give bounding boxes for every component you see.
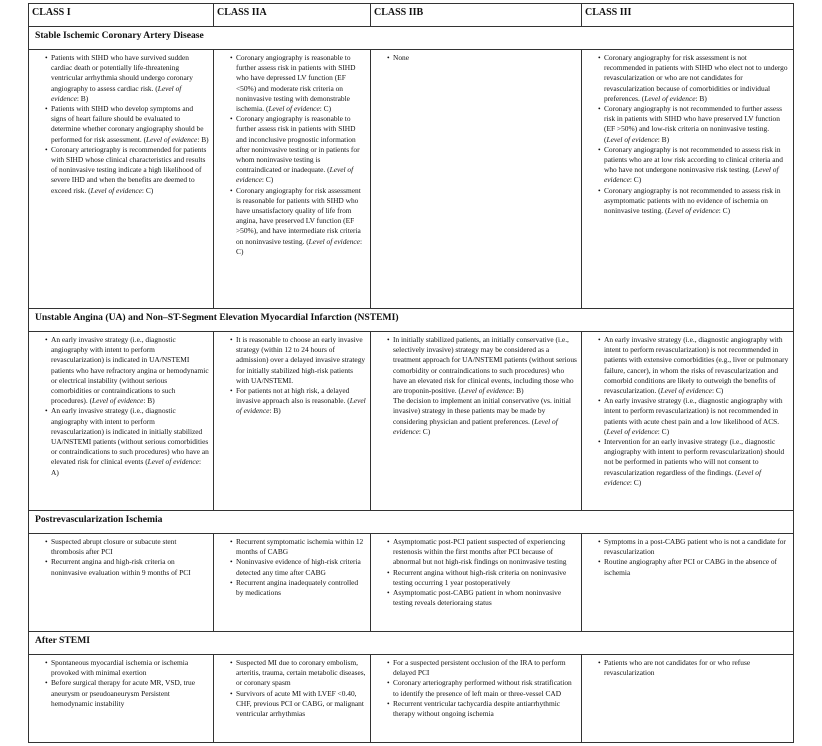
recommendation-text: Coronary angiography is reasonable to further assess risk in patients with SIHD who have depressed LV function (EF <50%) and moderate risk criteria on noninvasive testing with demonstrable ischemia. <box>236 53 356 114</box>
evidence-label: Level of evidence <box>606 134 658 144</box>
list-item <box>393 537 577 568</box>
recommendation-text: Suspected abrupt closure or subacute stent thrombosis after PCI <box>51 537 177 557</box>
list-item: • Coronary angiography for risk assessment is reasonable for patients with SIHD who have unsatisfactory quality of life from angina, have preserved LV function (EF >50%), and have intermediate risk criteria on noninvasive testing. (Level of evidence: C) <box>236 186 366 257</box>
recommendation-text: For patients not at high risk, a delayed invasive approach also is reasonable. <box>236 386 350 406</box>
recommendation-text: Before surgical therapy for acute MR, VSD, true aneurysm or pseudoaneurysm Persistent hemodynamic instability <box>51 678 196 708</box>
list-item <box>604 537 789 557</box>
list-item <box>236 537 366 557</box>
list-item <box>51 537 209 557</box>
recommendation-text: Coronary arteriography is recommended for patients with SIHD whose clinical characteristics and results of noninvasive testing indicate a high likelihood of severe IHD and when the benefits are deemed to exceed risk. <box>51 144 207 195</box>
recommendation-text: An early invasive strategy (i.e., diagnostic angiography with intent to perform revascularization) is not recommended in patients with acute chest pain and a low likelihood of ACS. <box>604 396 783 426</box>
header-class-iia: CLASS IIA <box>214 4 371 27</box>
header-class-iii: CLASS III <box>582 4 794 27</box>
evidence-level: C <box>722 206 728 216</box>
recommendation-text: Symptoms in a post-CABG patient who is not a candidate for revascularization <box>604 537 786 557</box>
recommendation-cell <box>371 655 582 743</box>
list-item: The decision to implement an initial conservative (vs. initial invasive) strategy in these patients may be made by considering physician and patient preferences. (Level of evidence: C) <box>393 396 571 436</box>
recommendation-text: Coronary angiography is reasonable to further assess risk in patients with SIHD and inconclusive prognostic information after noninvasive testing or in patients for whom noninvasive testing is contraindicated or inadequate. <box>236 114 360 175</box>
list-item: • Coronary angiography for risk assessment is not recommended in patients with SIHD who elect not to undergo revascularization or who are not candidates for revascularization because of comorbidities or individual preferences. (Level of evidence: B) <box>604 53 789 104</box>
list-item <box>393 568 577 588</box>
list-item <box>236 689 366 720</box>
recommendation-cell <box>29 534 214 632</box>
evidence-level: B <box>661 134 667 144</box>
recommendation-cell <box>582 332 794 511</box>
header-class-i: CLASS I <box>29 4 214 27</box>
recommendation-text: Patients with SIHD who develop symptoms and signs of heart failure should be evaluated to determine whether coronary angiography should be performed for risk assessment. <box>51 104 204 144</box>
recommendation-text: Asymptomatic post-PCI patient suspected of experiencing restenosis within the first months after PCI because of abnormal but not high-risk findings on noninvasive testing <box>393 537 567 567</box>
recommendation-text: Patients who are not candidates for or who refuse revascularization <box>604 658 751 678</box>
evidence-label: Level of evidence <box>236 396 366 416</box>
section-row <box>29 511 794 534</box>
recommendation-text: None <box>393 53 410 62</box>
recommendation-text: Coronary angiography is not recommended to assess risk in asymptomatic patients with no evidence of ischemia on noninvasive testing. <box>604 185 781 216</box>
content-row <box>29 534 794 632</box>
section-title: Stable Ischemic Coronary Artery Disease <box>29 27 794 50</box>
list-item: • Coronary angiography is reasonable to further assess risk in patients with SIHD who have depressed LV function (EF <50%) and moderate risk criteria on noninvasive testing with demonstrable ischemia. (Level of evidence: C) <box>236 53 366 114</box>
recommendation-text: Spontaneous myocardial ischemia or ischemia provoked with minimal exertion <box>51 658 189 678</box>
recommendation-text: Intervention for an early invasive strategy (i.e., diagnostic angiography with intent to perform revascularization) should not be performed in patients who will not consent to revascularization regardless of the findings. <box>604 437 785 477</box>
evidence-label: Level of evidence <box>660 386 712 396</box>
recommendation-cell <box>214 50 371 309</box>
evidence-label: Level of evidence <box>604 165 779 185</box>
list-item <box>393 53 577 63</box>
recommendation-cell <box>371 534 582 632</box>
list-item: • Coronary arteriography is recommended for patients with SIHD whose clinical characteristics and results of noninvasive testing indicate a high likelihood of severe IHD and when the benefits are deemed to exceed risk. (Level of evidence: C) <box>51 145 209 196</box>
recommendation-cell <box>214 534 371 632</box>
list-item: • Coronary angiography is not recommended to further assess risk in patients with SIHD who have preserved LV function (EF >50%) and low-risk criteria on noninvasive testing. (Level of evidence: B) <box>604 104 789 145</box>
list-item: • An early invasive strategy (i.e., diagnostic angiography with intent to perform revascularization) is indicated in UA/NSTEMI patients who have refractory angina or hemodynamic or electrical instability (without serious comorbidities or contraindications to such procedures). (Level of evidence: B) <box>51 335 209 406</box>
recommendation-text: Patients with SIHD who have survived sudden cardiac death or potentially life-threatening ventricular arrhythmia should undergo coronary angiography to assess cardiac risk. <box>51 53 193 93</box>
evidence-level: C <box>265 175 271 185</box>
evidence-label: Level of evidence <box>147 457 199 467</box>
section-row <box>29 27 794 50</box>
recommendation-text: Survivors of acute MI with LVEF <0.40, CHF, previous PCI or CABG, or malignant ventricular arrhythmias <box>236 688 364 719</box>
evidence-level: C <box>715 386 721 396</box>
evidence-label: Level of evidence <box>146 134 198 144</box>
recommendation-text: An early invasive strategy (i.e., diagnostic angiography with intent to perform revascularization) is not recommended in patients with extensive comorbidities (e.g., liver or pulmonary failure, cancer), in whom the risks of revascularization and comorbid conditions are likely to outweigh the benefits of revascularization. <box>604 335 789 396</box>
evidence-level: B <box>273 406 279 416</box>
list-item <box>604 557 789 577</box>
recommendation-cell <box>371 50 582 309</box>
evidence-label: Level of evidence <box>308 236 360 246</box>
list-item <box>236 578 366 598</box>
evidence-level: B <box>699 93 705 103</box>
evidence-label: Level of evidence <box>51 83 182 103</box>
content-row <box>29 332 794 511</box>
list-item: • Coronary angiography is not recommended to assess risk in asymptomatic patients with no evidence of ischemia on noninvasive testing. (Level of evidence: C) <box>604 186 789 217</box>
recommendation-text: Coronary angiography is not recommended to assess risk in patients who are at low risk according to clinical criteria and who have not undergone noninvasive risk testing. <box>604 144 783 175</box>
recommendation-text: Recurrent angina inadequately controlled by medications <box>236 577 359 598</box>
list-item: • An early invasive strategy (i.e., diagnostic angiography with intent to perform revascularization) is not recommended in patients with extensive comorbidities (e.g., liver or pulmonary failure, cancer), in whom the risks of revascularization and comorbid conditions are likely to outweigh the benefits of revascularization. (Level of evidence: C) <box>604 335 789 396</box>
list-item <box>393 658 577 678</box>
section-row <box>29 309 794 332</box>
evidence-level: B <box>201 134 207 144</box>
recommendation-text: Recurrent angina without high-risk criteria on noninvasive testing occurring 1 year postoperatively <box>393 567 567 587</box>
recommendation-text: Coronary angiography is not recommended to further assess risk in patients with SIHD who have preserved LV function (EF >50%) and low-risk criteria on noninvasive testing. <box>604 104 782 134</box>
evidence-level: C <box>661 426 667 436</box>
evidence-label: Level of evidence <box>92 396 144 406</box>
evidence-label: Level of evidence <box>667 206 719 216</box>
evidence-level: A <box>51 467 57 477</box>
recommendation-text: For a suspected persistent occlusion of the IRA to perform delayed PCI <box>393 658 566 678</box>
evidence-label: Level of evidence <box>90 185 142 195</box>
section-title: Postrevascularization Ischemia <box>29 511 794 534</box>
list-item: • Coronary angiography is not recommended to assess risk in patients who are at low risk according to clinical criteria and who have not undergone noninvasive risk testing. (Level of evidence: C) <box>604 145 789 186</box>
evidence-label: Level of evidence <box>393 416 558 436</box>
list-item: • For patients not at high risk, a delayed invasive approach also is reasonable. (Level of evidence: B) <box>236 386 366 417</box>
list-item <box>604 658 789 678</box>
evidence-level: C <box>422 426 428 436</box>
recommendation-text: The decision to implement an initial conservative (vs. initial invasive) strategy in these patients may be made by considering physician and patient preferences. <box>393 396 571 426</box>
list-item: • Patients with SIHD who have survived sudden cardiac death or potentially life-threatening ventricular arrhythmia should undergo coronary angiography to assess cardiac risk. (Level of evidence: B) <box>51 53 209 104</box>
evidence-level: C <box>236 246 241 256</box>
evidence-label: Level of evidence <box>236 165 354 185</box>
recommendation-text: In initially stabilized patients, an initially conservative (i.e., selectively invasive) strategy may be considered as a treatment approach for UA/NSTEMI patients (without serious comorbidity or contraindications to such procedures) who have an elevated risk for clinical events, including those who are troponin-positive. <box>393 335 577 396</box>
list-item <box>393 699 577 719</box>
evidence-label: Level of evidence <box>644 93 696 103</box>
evidence-level: C <box>323 104 329 114</box>
list-item <box>393 588 577 608</box>
recommendation-text: An early invasive strategy (i.e., diagnostic angiography with intent to perform revascularization) is indicated in UA/NSTEMI patients who have refractory angina or hemodynamic or electrical instability (without serious comorbidities or contraindications to such procedures). <box>51 335 209 406</box>
recommendation-text: Routine angiography after PCI or CABG in the absence of ischemia <box>604 557 778 577</box>
list-item <box>393 678 577 698</box>
recommendations-table <box>28 3 794 743</box>
recommendation-text: Suspected MI due to coronary embolism, arteritis, trauma, certain metabolic diseases, or coronary spasm <box>236 658 366 688</box>
list-item: • An early invasive strategy (i.e., diagnostic angiography with intent to perform revascularization) is not recommended in patients with acute chest pain and a low likelihood of ACS. (Level of evidence: C) <box>604 396 789 437</box>
recommendation-cell <box>214 332 371 511</box>
content-row <box>29 655 794 743</box>
recommendation-text: Recurrent symptomatic ischemia within 12 months of CABG <box>236 537 364 557</box>
recommendation-text: Coronary angiography for risk assessment is not recommended in patients with SIHD who elect not to undergo revascularization or who are not candidates for revascularization because of comorbidities or individual preferences. <box>604 53 788 103</box>
recommendation-cell <box>214 655 371 743</box>
list-item: • Intervention for an early invasive strategy (i.e., diagnostic angiography with intent to perform revascularization) should not be performed in patients who will not consent to revascularization regardless of the findings. (Level of evidence: C) <box>604 437 789 488</box>
recommendation-text: Coronary angiography for risk assessment is reasonable for patients with SIHD who have unsatisfactory quality of life from angina, have preserved LV function (EF >50%), and have intermediate risk criteria on noninvasive testing. <box>236 185 361 246</box>
section-row <box>29 632 794 655</box>
recommendation-cell <box>29 50 214 309</box>
recommendation-cell <box>582 534 794 632</box>
recommendation-text: Noninvasive evidence of high-risk criteria detected any time after CABG <box>236 557 361 577</box>
header-row <box>29 4 794 27</box>
evidence-level: B <box>516 386 522 396</box>
recommendation-text: Recurrent ventricular tachycardia despite antiarrhythmic therapy without ongoing ischemia <box>393 698 561 719</box>
evidence-label: Level of evidence <box>268 104 320 114</box>
recommendation-cell <box>371 332 582 511</box>
recommendation-cell <box>582 655 794 743</box>
recommendation-text: An early invasive strategy (i.e., diagnostic angiography with intent to perform revascularization) is indicated in initially stabilized UA/NSTEMI patients (without serious comorbidities or contraindications to such procedures) who have an elevated risk for clinical events <box>51 406 209 467</box>
content-row <box>29 50 794 309</box>
evidence-level: B <box>80 93 86 103</box>
list-item: • Patients with SIHD who develop symptoms and signs of heart failure should be evaluated to determine whether coronary angiography should be performed for risk assessment. (Level of evidence: B) <box>51 104 209 145</box>
evidence-level: C <box>633 477 639 487</box>
section-title: Unstable Angina (UA) and Non–ST-Segment Elevation Myocardial Infarction (NSTEMI) <box>29 309 794 332</box>
recommendation-cell <box>29 332 214 511</box>
evidence-label: Level of evidence <box>460 386 513 396</box>
recommendation-text: Recurrent angina and high-risk criteria on noninvasive evaluation within 9 months of PCI <box>51 557 191 577</box>
evidence-label: Level of evidence <box>604 467 762 487</box>
evidence-level: C <box>145 185 151 195</box>
list-item <box>51 557 209 577</box>
recommendation-text: Coronary arteriography performed without risk stratification to identify the presence of left main or three-vessel CAD <box>393 678 572 698</box>
list-item <box>236 557 366 577</box>
recommendation-cell <box>582 50 794 309</box>
recommendation-cell <box>29 655 214 743</box>
list-item: • An early invasive strategy (i.e., diagnostic angiography with intent to perform revascularization) is indicated in initially stabilized UA/NSTEMI patients (without serious comorbidities or contraindications to such procedures) who have an elevated risk for clinical events (Level of evidence: A) <box>51 406 209 477</box>
evidence-label: Level of evidence <box>606 426 658 436</box>
list-item <box>51 678 209 709</box>
evidence-level: C <box>633 175 639 185</box>
list-item <box>236 335 366 386</box>
recommendation-text: It is reasonable to choose an early invasive strategy (within 12 to 24 hours of admission) over a delayed invasive strategy for initially stabilized high-risk patients with UA/NSTEMI. <box>236 335 366 385</box>
section-title: After STEMI <box>29 632 794 655</box>
list-item <box>51 658 209 678</box>
evidence-level: B <box>147 396 153 406</box>
list-item: • In initially stabilized patients, an initially conservative (i.e., selectively invasive) strategy may be considered as a treatment approach for UA/NSTEMI patients (without serious comorbidity or contraindications to such procedures) who have an elevated risk for clinical events, including those who are troponin-positive. (Level of evidence: B) <box>393 335 577 396</box>
recommendation-text: Asymptomatic post-CABG patient in whom noninvasive testing reveals deterioraing status <box>393 588 562 608</box>
list-item: • Coronary angiography is reasonable to further assess risk in patients with SIHD and inconclusive prognostic information after noninvasive testing or in patients for whom noninvasive testing is contraindicated or inadequate. (Level of evidence: C) <box>236 114 366 185</box>
header-class-iib: CLASS IIB <box>371 4 582 27</box>
list-item <box>236 658 366 689</box>
